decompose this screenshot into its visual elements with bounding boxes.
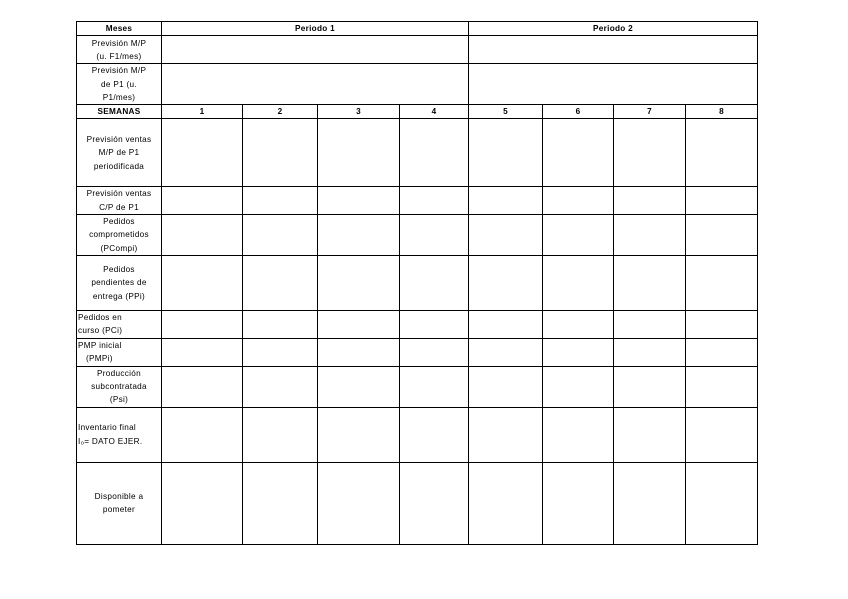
data-cell[interactable] [543, 187, 614, 215]
data-cell[interactable] [162, 256, 243, 311]
data-cell[interactable] [543, 311, 614, 339]
row-label: Pedidos en curso (PCi) [77, 311, 162, 339]
data-cell[interactable] [243, 311, 318, 339]
row-label: Pedidos comprometidos (PCompi) [77, 215, 162, 256]
table-row [77, 311, 758, 339]
table-row [77, 407, 758, 462]
data-cell[interactable] [469, 407, 543, 462]
header-row [77, 22, 758, 36]
data-cell[interactable] [543, 462, 614, 544]
data-cell[interactable] [469, 366, 543, 407]
data-cell[interactable] [400, 119, 469, 187]
data-cell[interactable] [318, 119, 400, 187]
data-cell[interactable] [318, 187, 400, 215]
data-cell[interactable] [543, 215, 614, 256]
data-cell[interactable] [543, 119, 614, 187]
data-cell[interactable] [543, 366, 614, 407]
data-cell[interactable] [400, 311, 469, 339]
table-row [77, 462, 758, 544]
data-cell[interactable] [162, 215, 243, 256]
data-cell[interactable] [686, 256, 758, 311]
data-cell[interactable] [543, 338, 614, 366]
table-row [77, 338, 758, 366]
table-row [77, 366, 758, 407]
table-row [77, 187, 758, 215]
forecast-row [77, 36, 758, 64]
row-label: Previsión ventas C/P de P1 [77, 187, 162, 215]
data-cell[interactable] [469, 462, 543, 544]
data-cell[interactable] [243, 187, 318, 215]
row-label: Producción subcontratada (Psi) [77, 366, 162, 407]
periodo-2-header: Periodo 2 [469, 22, 758, 36]
week-header: 3 [318, 105, 400, 119]
planning-sheet [76, 21, 758, 545]
table-row [77, 256, 758, 311]
data-cell[interactable] [162, 462, 243, 544]
data-cell[interactable] [162, 338, 243, 366]
data-cell[interactable] [469, 311, 543, 339]
week-header: 8 [686, 105, 758, 119]
data-cell[interactable] [614, 311, 686, 339]
data-cell[interactable] [614, 187, 686, 215]
data-cell[interactable] [318, 215, 400, 256]
data-cell[interactable] [318, 407, 400, 462]
data-cell[interactable] [614, 366, 686, 407]
data-cell[interactable] [543, 407, 614, 462]
periodo-2-cell[interactable] [469, 64, 758, 105]
data-cell[interactable] [318, 311, 400, 339]
data-cell[interactable] [400, 187, 469, 215]
row-label: Previsión M/P (u. F1/mes) [77, 36, 162, 64]
week-header: 7 [614, 105, 686, 119]
data-cell[interactable] [614, 215, 686, 256]
table-row [77, 215, 758, 256]
row-label: Disponible a pometer [77, 462, 162, 544]
row-label: Inventario final I₀= DATO EJER. [77, 407, 162, 462]
periodo-1-header: Periodo 1 [162, 22, 469, 36]
data-cell[interactable] [469, 119, 543, 187]
week-header: 6 [543, 105, 614, 119]
data-cell[interactable] [400, 407, 469, 462]
data-cell[interactable] [686, 187, 758, 215]
table-row [77, 119, 758, 187]
data-cell[interactable] [162, 311, 243, 339]
row-label: Pedidos pendientes de entrega (PPi) [77, 256, 162, 311]
data-cell[interactable] [614, 338, 686, 366]
data-cell[interactable] [614, 256, 686, 311]
data-cell[interactable] [686, 366, 758, 407]
data-cell[interactable] [614, 119, 686, 187]
data-cell[interactable] [162, 187, 243, 215]
semanas-label: SEMANAS [77, 105, 162, 119]
periodo-1-cell[interactable] [162, 64, 469, 105]
data-cell[interactable] [318, 256, 400, 311]
data-cell[interactable] [686, 462, 758, 544]
semanas-row [77, 105, 758, 119]
data-cell[interactable] [543, 256, 614, 311]
data-cell[interactable] [400, 256, 469, 311]
data-cell[interactable] [686, 311, 758, 339]
row-label: Previsión M/P de P1 (u. P1/mes) [77, 64, 162, 105]
data-cell[interactable] [686, 338, 758, 366]
data-cell[interactable] [400, 215, 469, 256]
data-cell[interactable] [400, 462, 469, 544]
data-cell[interactable] [469, 338, 543, 366]
data-cell[interactable] [243, 407, 318, 462]
meses-header: Meses [77, 22, 162, 36]
row-label: Previsión ventas M/P de P1 periodificada [77, 119, 162, 187]
periodo-2-cell[interactable] [469, 36, 758, 64]
data-cell[interactable] [243, 366, 318, 407]
data-cell[interactable] [243, 462, 318, 544]
row-label: PMP inicial (PMPi) [77, 338, 162, 366]
data-cell[interactable] [686, 407, 758, 462]
data-cell[interactable] [400, 338, 469, 366]
week-header: 5 [469, 105, 543, 119]
data-cell[interactable] [400, 366, 469, 407]
data-cell[interactable] [243, 256, 318, 311]
data-cell[interactable] [162, 407, 243, 462]
week-header: 1 [162, 105, 243, 119]
data-cell[interactable] [469, 215, 543, 256]
data-cell[interactable] [686, 215, 758, 256]
periodo-1-cell[interactable] [162, 36, 469, 64]
data-cell[interactable] [162, 119, 243, 187]
data-cell[interactable] [614, 407, 686, 462]
data-cell[interactable] [243, 338, 318, 366]
data-cell[interactable] [318, 462, 400, 544]
forecast-row [77, 64, 758, 105]
data-cell[interactable] [243, 215, 318, 256]
pmp-table [76, 21, 758, 545]
data-cell[interactable] [614, 462, 686, 544]
data-cell[interactable] [318, 366, 400, 407]
data-cell[interactable] [469, 187, 543, 215]
week-header: 4 [400, 105, 469, 119]
data-cell[interactable] [243, 119, 318, 187]
data-cell[interactable] [162, 366, 243, 407]
week-header: 2 [243, 105, 318, 119]
data-cell[interactable] [318, 338, 400, 366]
data-cell[interactable] [686, 119, 758, 187]
data-cell[interactable] [469, 256, 543, 311]
